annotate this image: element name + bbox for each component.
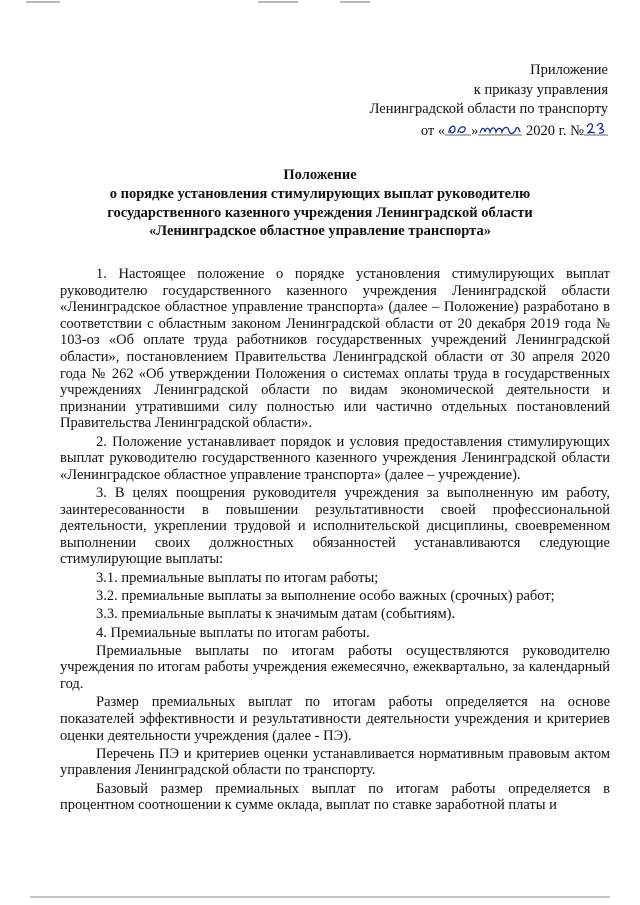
scan-artifact-bottom <box>30 896 610 898</box>
paragraph-2: 2. Положение устанавливает порядок и условия предоставления стимулирующих выплат руководителю государственного казенного учреждения Ленинградской области «Ленинградское областное управление транспорта» (далее – учреждение). <box>60 433 610 483</box>
annex-order-ref: к приказу управления <box>473 81 608 98</box>
date-prefix: от « <box>420 122 446 139</box>
annex-block <box>370 61 608 141</box>
paragraph-4-text-2: Размер премиальных выплат по итогам работы определяется на основе показателей эффективности и результативности деятельности учреждения и критериев оценки деятельности учреждения (далее - ПЭ). <box>60 694 610 744</box>
list-item-3-2: 3.2. премиальные выплаты за выполнение особо важных (срочных) работ; <box>96 588 555 605</box>
paragraph-1: 1. Настоящее положение о порядке установления стимулирующих выплат руководителю государственного казенного учреждения Ленинградской области «Ленинградское областное управление транспорта» (далее – Положение) разработано в соответствии с областным законом Ленинградской области от 20 декабря 2019 года № 103-оз «Об оплате труда работников государственных учреждений Ленинградской области», постановлением Правительства Ленинградской области от 30 апреля 2020 года № 262 «Об утверждении Положения о системах оплаты труда в государственных учреждениях Ленинградской области по видам экономической деятельности и признании утратившими силу полностью или частично отдельных постановлений Правительства Ленинградской области». <box>60 266 610 432</box>
document-body <box>60 266 610 816</box>
paragraph-3: 3. В целях поощрения руководителя учреждения за выполненную им работу, заинтересованности в повышении результативности своей профессиональной деятельности, укреплении трудовой и исполнительской дисциплины, своевременном выполнении своих должностных обязанностей устанавливаются следующие стимулирующие выплаты: <box>60 485 610 568</box>
paragraph-4: 4. Премиальные выплаты по итогам работы. <box>96 624 370 641</box>
paragraph-4-text-3: Перечень ПЭ и критериев оценки устанавливается нормативным правовым актом управления Ленинградской области по транспорту. <box>60 745 610 779</box>
handwritten-day <box>445 120 471 138</box>
date-close-quote: » <box>471 122 479 139</box>
scan-artifact-top <box>0 0 640 8</box>
annex-authority: Ленинградской области по транспорту <box>369 101 608 118</box>
title-line-4: «Ленинградское областное управление транспорта» <box>149 223 491 240</box>
title-line-2: о порядке установления стимулирующих выплат руководителю <box>109 185 531 202</box>
handwritten-month <box>478 120 522 138</box>
date-year: 2020 г. № <box>522 122 584 139</box>
list-item-3-1: 3.1. премиальные выплаты по итогам работы; <box>96 569 379 586</box>
annex-date-line <box>370 120 608 142</box>
title-heading: Положение <box>283 167 357 183</box>
handwritten-order-number <box>584 120 608 138</box>
list-item-3-3: 3.3. премиальные выплаты к значимым датам (событиям). <box>96 606 456 623</box>
annex-title: Приложение <box>530 62 608 78</box>
title-line-3: государственного казенного учреждения Ленинградской области <box>107 204 533 221</box>
paragraph-4-text-1: Премиальные выплаты по итогам работы осуществляются руководителю учреждения по итогам работы учреждения ежемесячно, ежеквартально, за календарный год. <box>60 642 610 693</box>
paragraph-4-text-4: Базовый размер премиальных выплат по итогам работы определяется в процентном соотношении к сумме оклада, выплат по ставке заработной платы и <box>60 780 610 814</box>
document-title <box>0 166 640 241</box>
